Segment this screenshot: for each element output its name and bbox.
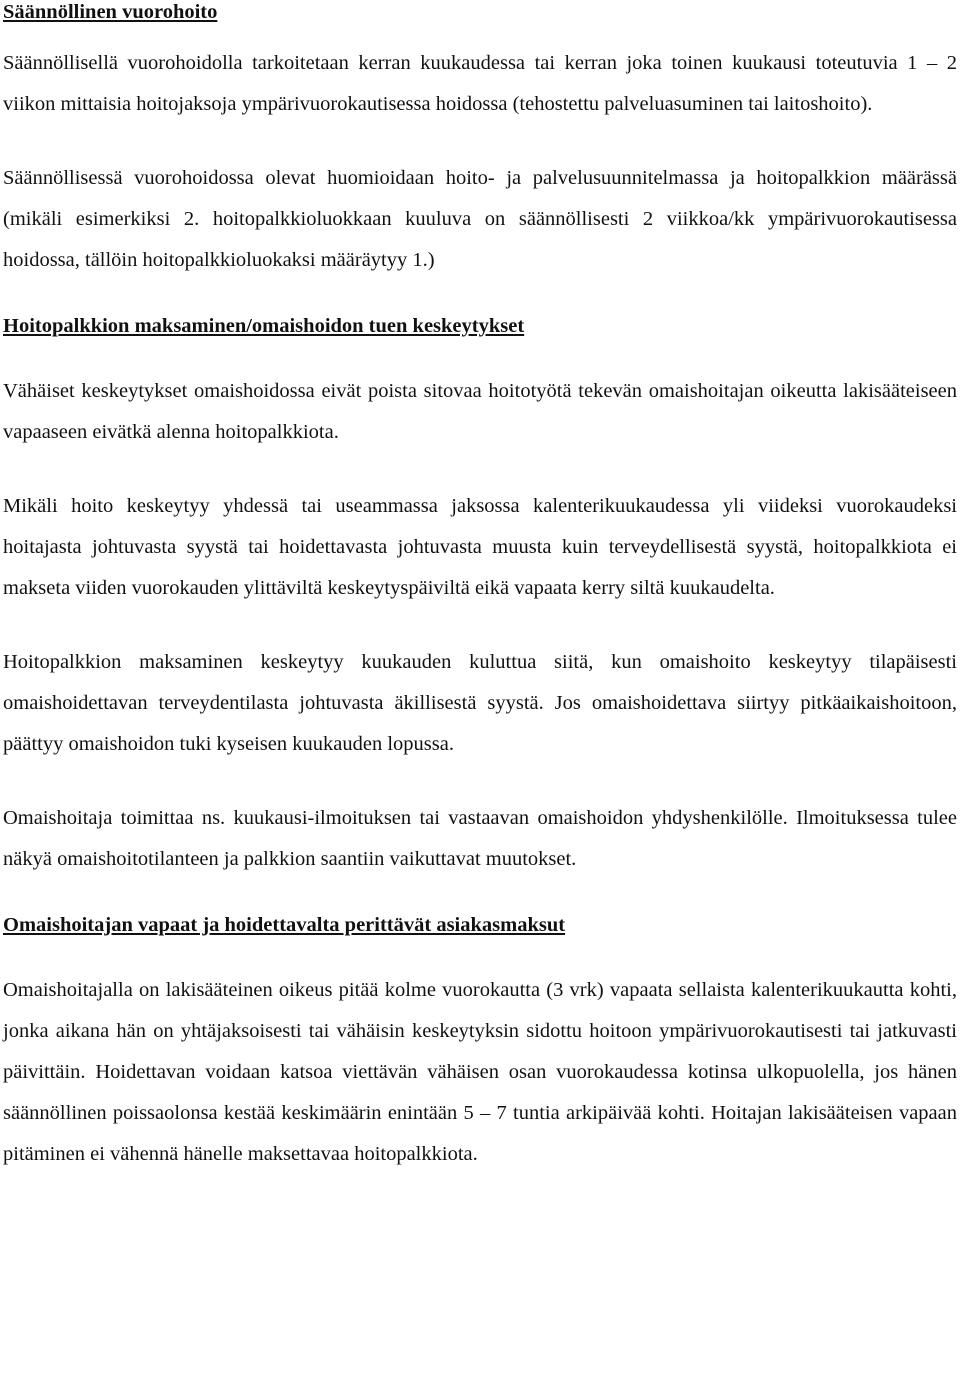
paragraph-regular-respite-definition: Säännöllisellä vuorohoidolla tarkoitetaan kerran kuukaudessa tai kerran joka toinen kuukausi toteutuvia 1 – 2 viikon mittaisia hoitojaksoja ympärivuorokautisessa hoidossa (tehostettu palveluasuminen tai laitoshoito). xyxy=(3,52,957,115)
paragraph-monthly-notification: Omaishoitaja toimittaa ns. kuukausi-ilmoituksen tai vastaavan omaishoidon yhdyshenkilölle. Ilmoituksessa tulee näkyä omaishoitotilanteen ja palkkion saantiin vaikuttavat muutokset. xyxy=(3,807,957,870)
section-heading-regular-respite-care: Säännöllinen vuorohoito xyxy=(3,1,218,23)
section-heading-fee-payment-interruptions: Hoitopalkkion maksaminen/omaishoidon tuen keskeytykset xyxy=(3,315,525,337)
paragraph-payment-stops: Hoitopalkkion maksaminen keskeytyy kuukauden kuluttua siitä, kun omaishoito keskeytyy tilapäisesti omaishoidettavan terveydentilasta johtuvasta äkillisestä syystä. Jos omaishoidettava siirtyy pitkäaikaishoitoon, päättyy omaishoidon tuki kyseisen kuukauden lopussa. xyxy=(3,651,957,755)
paragraph-minor-interruptions: Vähäiset keskeytykset omaishoidossa eivät poista sitovaa hoitotyötä tekevän omaishoitajan oikeutta lakisääteiseen vapaaseen eivätkä alenna hoitopalkkiota. xyxy=(3,380,957,443)
section-heading-caregiver-leave-and-fees: Omaishoitajan vapaat ja hoidettavalta perittävät asiakasmaksut xyxy=(3,914,566,936)
paragraph-statutory-leave: Omaishoitajalla on lakisääteinen oikeus pitää kolme vuorokautta (3 vrk) vapaata sellaista kalenterikuukautta kohti, jonka aikana hän on yhtäjaksoisesti tai vähäisin keskeytyksin sidottu hoitoon ympärivuorokautisesti tai jatkuvasti päivittäin. Hoidettavan voidaan katsoa viettävän vähäisen osan vuorokaudessa kotinsa ulkopuolella, jos hänen säännöllinen poissaolonsa kestää keskimäärin enintään 5 – 7 tuntia arkipäivää kohti. Hoitajan lakisääteisen vapaan pitäminen ei vähennä hänelle maksettavaa hoitopalkkiota. xyxy=(3,979,957,1165)
paragraph-regular-respite-fee-class: Säännöllisessä vuorohoidossa olevat huomioidaan hoito- ja palvelusuunnitelmassa ja hoitopalkkion määrässä (mikäli esimerkiksi 2. hoitopalkkioluokkaan kuuluva on säännöllisesti 2 viikkoa/kk ympärivuorokautisessa hoidossa, tällöin hoitopalkkioluokaksi määräytyy 1.) xyxy=(3,167,957,271)
paragraph-interruption-over-five-days: Mikäli hoito keskeytyy yhdessä tai useammassa jaksossa kalenterikuukaudessa yli viideksi vuorokaudeksi hoitajasta johtuvasta syystä tai hoidettavasta johtuvasta muusta kuin terveydellisestä syystä, hoitopalkkiota ei makseta viiden vuorokauden ylittäviltä keskeytyspäiviltä eikä vapaata kerry siltä kuukaudelta. xyxy=(3,495,957,599)
